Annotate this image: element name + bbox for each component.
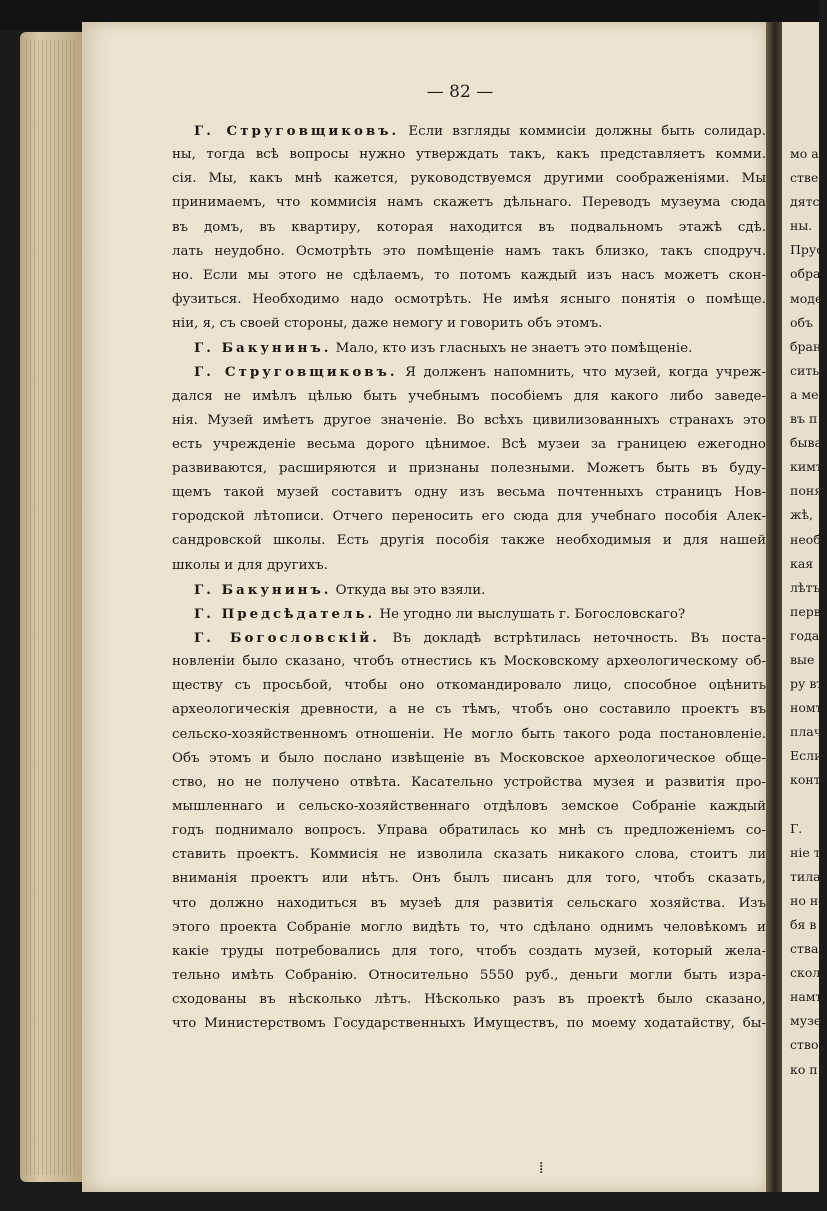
line-text: мышленнаго и сельско-хозяйственнаго отдѣловъ земское Собраніе каждый — [172, 798, 766, 814]
right-page-fragment: намъ — [790, 989, 824, 1005]
text-line — [172, 964, 766, 988]
text-line — [172, 191, 766, 215]
text-line — [172, 819, 766, 843]
text-line — [172, 288, 766, 312]
line-text: Я долженъ напомнить, что музей, когда учреж- — [397, 365, 766, 381]
speaker-name: Г. Богословскій. — [194, 629, 380, 646]
line-text: вниманія проектъ или нѣтъ. Онъ былъ писанъ для того, чтобъ сказать, — [172, 871, 766, 887]
text-line — [172, 457, 766, 481]
text-line — [172, 433, 766, 457]
line-text: Мало, кто изъ гласныхъ не знаетъ это помѣщеніе. — [331, 341, 693, 357]
right-page-fragment: объ — [790, 314, 814, 330]
right-page-fragment: конт — [790, 772, 821, 788]
line-text: новленіи было сказано, чтобъ отнестись къ Московскому археологическому об- — [172, 654, 766, 670]
right-page-fragment: Г. — [790, 820, 803, 836]
line-text: принимаемъ, что коммисія намъ скажетъ дѣльнаго. Переводъ музеума сюда — [172, 195, 766, 211]
text-line — [172, 167, 766, 191]
line-text: школы и для другихъ. — [172, 557, 328, 573]
line-text: ны, тогда всѣ вопросы нужно утверждать такъ, какъ представляетъ комми. — [172, 147, 766, 163]
text-line — [172, 988, 766, 1012]
line-text: щемъ такой музей составитъ одну изъ весьма почтенныхъ страницъ Нов- — [172, 485, 766, 501]
text-line — [172, 698, 766, 722]
right-page-fragment: обра — [790, 266, 821, 282]
text-line — [172, 771, 766, 795]
line-text: городской лѣтописи. Отчего переносить его сюда для учебнаго пособія Алек- — [172, 509, 766, 525]
text-line — [172, 723, 766, 747]
right-page-fragment: Если — [790, 748, 823, 764]
line-text: лать неудобно. Осмотрѣть это помѣщеніе намъ такъ близко, такъ сподруч. — [172, 243, 766, 259]
right-page-fragment: но не — [790, 892, 826, 908]
right-page-fragment: стве — [790, 170, 819, 186]
speaker-line — [172, 626, 766, 650]
speaker-line — [172, 578, 766, 602]
line-text: сандровской школы. Есть другія пособія также необходимыя и для нашей — [172, 533, 766, 549]
right-page-fragment: ство — [790, 1037, 819, 1053]
right-page-fragment: дятс — [790, 194, 820, 210]
right-page — [782, 22, 827, 1192]
right-page-fragment: кимъ — [790, 459, 824, 475]
speaker-line — [172, 602, 766, 626]
page-number: — 82 — — [426, 82, 494, 102]
line-text: дался не имѣлъ цѣлью быть учебнымъ пособіемъ для какого либо заведе- — [172, 388, 766, 404]
page-mark: ⁞ — [539, 1158, 544, 1177]
text-line — [172, 747, 766, 771]
line-text: годъ поднимало вопросъ. Управа обратилась ко мнѣ съ предложеніемъ со- — [172, 823, 766, 839]
text-line — [172, 385, 766, 409]
text-line — [172, 505, 766, 529]
right-page-fragment: тила — [790, 868, 821, 884]
speaker-name: Г. Предсѣдатель. — [194, 605, 376, 622]
right-page-fragment: перв — [790, 603, 821, 619]
text-line — [172, 940, 766, 964]
text-line — [172, 1012, 766, 1036]
right-page-fragment: быва — [790, 435, 822, 451]
line-text: тельно имѣть Собранію. Относительно 5550 руб., деньги могли быть изра- — [172, 967, 766, 983]
line-text: Если взгляды коммисіи должны быть солидар. — [399, 124, 766, 139]
right-page-text-fragments — [790, 142, 827, 1082]
text-line — [172, 650, 766, 674]
right-page-fragment: года. — [790, 627, 824, 643]
line-text: сельско-хозяйственномъ отношеніи. Не могло быть такого рода постановленіе. — [172, 726, 766, 742]
line-text: Не угодно ли выслушать г. Богословскаго? — [375, 606, 686, 622]
line-text: Объ этомъ и было послано извѣщеніе въ Московское археологическое обще- — [172, 750, 766, 766]
right-page-fragment: жѣ, — [790, 507, 814, 523]
right-page-fragment: мо а — [790, 146, 819, 161]
line-text: какіе труды потребовались для того, чтобъ создать музей, который жела- — [172, 943, 766, 959]
text-line — [172, 481, 766, 505]
text-line — [172, 264, 766, 288]
speaker-name: Г. Струговщиковъ. — [194, 364, 398, 381]
right-page-fragment: поня — [790, 483, 823, 499]
text-line — [172, 529, 766, 553]
right-page-fragment: номъ — [790, 700, 824, 716]
line-text: нія. Музей имѣетъ другое значеніе. Во всѣхъ цивилизованныхъ странахъ это — [172, 412, 766, 428]
text-line — [172, 867, 766, 891]
right-page-fragment: бя в — [790, 917, 817, 932]
right-page-fragment — [790, 793, 820, 817]
text-line — [172, 143, 766, 167]
text-line — [172, 216, 766, 240]
body-text — [172, 119, 766, 1036]
right-page-fragment: вые — [790, 651, 815, 667]
text-line — [172, 843, 766, 867]
right-page-fragment: а ме — [790, 386, 819, 402]
speaker-name: Г. Струговщиковъ. — [194, 123, 400, 139]
line-text: ство, но не получено отвѣта. Касательно устройства музея и развитія про- — [172, 774, 766, 790]
line-text: но. Если мы этого не сдѣлаемъ, то потомъ каждый изъ насъ можетъ скон- — [172, 267, 766, 283]
right-page-fragment: сколь — [790, 965, 827, 981]
right-page-fragment: ны. — [790, 218, 813, 234]
line-text: сія. Мы, какъ мнѣ кажется, руководствуемся другими соображеніями. Мы — [172, 171, 766, 187]
right-page-fragment: ніе т — [790, 844, 821, 860]
right-page-fragment: моде — [790, 290, 823, 306]
book-page-edge-lines — [26, 40, 76, 1175]
line-text: ніи, я, съ своей стороны, даже немогу и говорить объ этомъ. — [172, 316, 603, 332]
right-page-fragment: Прус — [790, 242, 824, 258]
line-text: сходованы въ нѣсколько лѣтъ. Нѣсколько разъ въ проектѣ было сказано, — [172, 992, 766, 1008]
right-page-fragment: необ — [790, 531, 821, 547]
line-text: Въ докладѣ встрѣтилась неточность. Въ поста- — [379, 630, 766, 646]
line-text: развиваются, расширяются и признаны полезными. Можетъ быть въ буду- — [172, 460, 766, 476]
right-page-fragment: лѣтъ — [790, 579, 821, 595]
line-text: ставить проектъ. Коммисія не изволила сказать никакого слова, стоитъ ли — [172, 847, 766, 863]
right-page-fragment: ства — [790, 941, 819, 957]
speaker-line — [172, 119, 766, 143]
line-text: есть учрежденіе весьма дорого цѣнимое. Всѣ музеи за границею ежегодно — [172, 436, 766, 452]
speaker-name: Г. Бакунинъ. — [194, 340, 332, 357]
text-line — [172, 312, 766, 336]
right-page-fragment: въ п — [790, 411, 818, 427]
line-text: Откуда вы это взяли. — [331, 582, 486, 598]
speaker-line — [172, 336, 766, 360]
right-page-fragment: кая — [790, 555, 814, 571]
line-text: въ домъ, въ квартиру, которая находится въ подвальномъ этажѣ сдѣ. — [172, 219, 766, 235]
right-page-fragment: ру въ — [790, 676, 825, 692]
right-page-fragment: музе — [790, 1013, 822, 1029]
text-line — [172, 554, 766, 578]
speaker-name: Г. Бакунинъ. — [194, 581, 332, 598]
line-text: фузиться. Необходимо надо осмотрѣть. Не имѣя ясныго понятія о помѣще. — [172, 291, 766, 307]
line-text: археологическія древности, а не съ тѣмъ, чтобъ оно составило проектъ въ — [172, 702, 766, 718]
right-page-fragment: плач — [790, 724, 822, 740]
text-line — [172, 409, 766, 433]
text-line — [172, 240, 766, 264]
right-page-fragment: ко п — [790, 1061, 818, 1077]
right-page-fragment: сить — [790, 362, 820, 378]
line-text: что Министерствомъ Государственныхъ Имуществъ, по моему ходатайству, бы- — [172, 1016, 766, 1032]
text-line — [172, 892, 766, 916]
text-line — [172, 674, 766, 698]
right-page-fragment: бран — [790, 338, 822, 354]
speaker-line — [172, 360, 766, 384]
line-text: что должно находиться въ музеѣ для развитія сельскаго хозяйства. Изъ — [172, 895, 766, 911]
line-text: ществу съ просьбой, чтобы оно откомандировало лицо, способное оцѣнить — [172, 678, 766, 694]
text-line — [172, 795, 766, 819]
line-text: этого проекта Собраніе могло видѣть то, что сдѣлано однимъ человѣкомъ и — [172, 919, 766, 935]
text-line — [172, 916, 766, 940]
